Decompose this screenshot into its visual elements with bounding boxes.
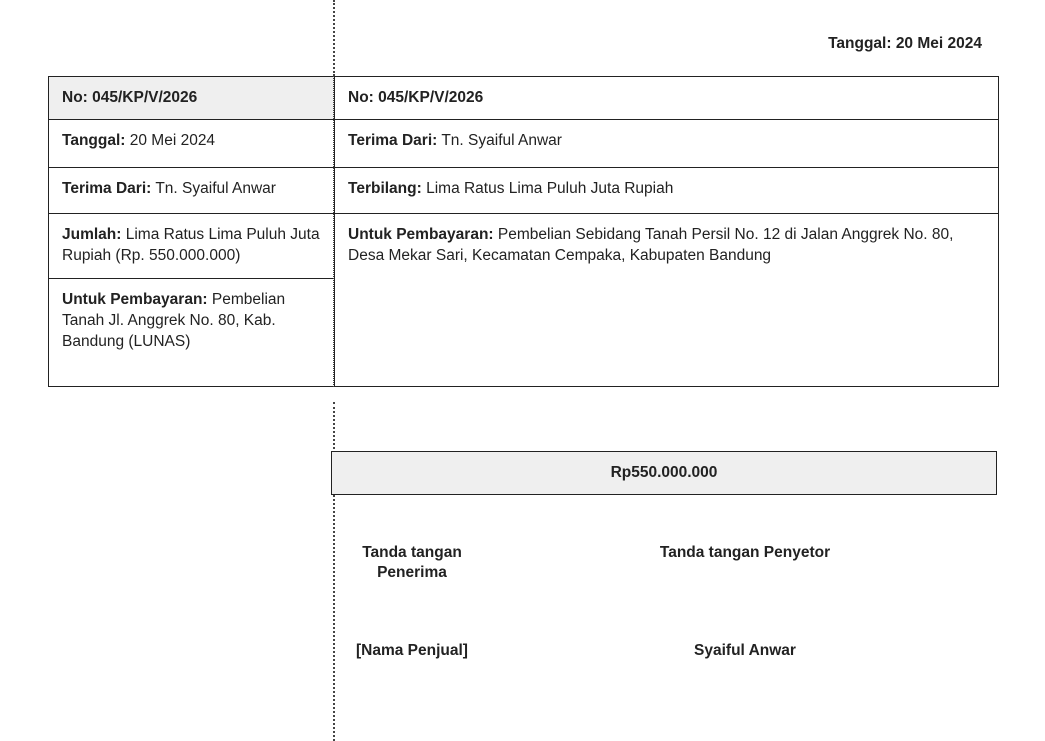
depositor-signature-label: Tanda tangan Penyetor: [659, 544, 831, 561]
receipt-stub: [49, 77, 334, 386]
stub-number-cell: [49, 77, 334, 120]
receipt-from-value: Tn. Syaiful Anwar: [437, 132, 562, 149]
receiver-signature-label: Tanda tangan Penerima: [362, 544, 462, 581]
receipt-spelled-label: Terbilang:: [348, 180, 422, 197]
receipt-from-cell: [335, 120, 998, 168]
receipt-purpose-label: Untuk Pembayaran:: [348, 226, 494, 243]
stub-from-value: Tn. Syaiful Anwar: [151, 180, 276, 197]
cut-line-top: [333, 0, 335, 76]
stub-date-value: 20 Mei 2024: [125, 132, 216, 149]
stub-purpose-value: Pembelian Tanah Jl. Anggrek No. 80, Kab. Bandung (LUNAS): [62, 291, 286, 350]
stub-purpose-cell: [49, 279, 334, 386]
receipt-purpose-cell: [335, 214, 998, 386]
receipt-table: [48, 76, 999, 387]
stub-number: No: 045/KP/V/2026: [62, 89, 198, 106]
cut-line-table: [333, 76, 334, 387]
stub-purpose-label: Untuk Pembayaran:: [62, 291, 208, 308]
receipt-number-cell: [335, 77, 998, 120]
stub-from-label: Terima Dari:: [62, 180, 152, 197]
stub-from-cell: [49, 168, 334, 214]
stub-amount-cell: [49, 214, 334, 279]
stub-amount-label: Jumlah:: [62, 226, 122, 243]
receipt-spelled-cell: [335, 168, 998, 214]
stub-date-label: Tanggal:: [62, 132, 126, 149]
receipt-main: [334, 77, 998, 386]
amount-box: Rp550.000.000: [331, 451, 997, 495]
stub-amount-value: Lima Ratus Lima Puluh Juta Rupiah (Rp. 550.000.000): [62, 226, 320, 264]
header-date: Tanggal: 20 Mei 2024: [828, 35, 982, 52]
receipt-spelled-value: Lima Ratus Lima Puluh Juta Rupiah: [421, 180, 674, 197]
receiver-name: [Nama Penjual]: [356, 642, 468, 659]
stub-date-cell: [49, 120, 334, 168]
receipt-purpose-value: Pembelian Sebidang Tanah Persil No. 12 di Jalan Anggrek No. 80, Desa Mekar Sari, Kecamatan Cempaka, Kabupaten Bandung: [348, 226, 954, 264]
receipt-from-label: Terima Dari:: [348, 132, 438, 149]
receipt-number: No: 045/KP/V/2026: [348, 89, 484, 106]
depositor-name: Syaiful Anwar: [694, 642, 796, 659]
